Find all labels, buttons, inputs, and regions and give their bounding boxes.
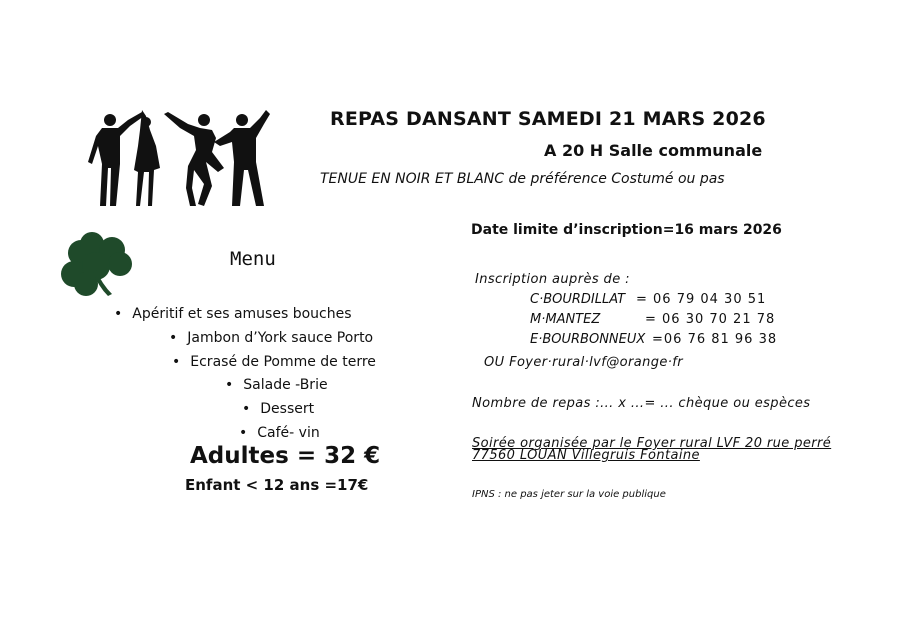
child-price: Enfant < 12 ans =17€ [185, 476, 369, 494]
shamrock-icon [58, 230, 138, 300]
contact-phone: =06 76 81 96 38 [652, 332, 778, 347]
adult-price: Adultes = 32 € [190, 443, 381, 469]
ipns-notice: IPNS : ne pas jeter sur la voie publique [472, 489, 666, 500]
contact-phone: = 06 79 04 30 51 [636, 292, 767, 307]
dancers-icon [84, 106, 274, 210]
contact-email: OU Foyer·rural·lvf@orange·fr [484, 355, 684, 370]
contact-name: M·MANTEZ [530, 312, 601, 327]
dress-code: TENUE EN NOIR ET BLANC de préférence Costumé ou pas [320, 171, 725, 187]
organizer-line: Soirée organisée par le Foyer rural LVF 20 rue perré [472, 436, 832, 451]
menu-title: Menu [230, 248, 276, 270]
menu-item: • Ecrasé de Pomme de terre [172, 354, 376, 370]
menu-item: • Dessert [242, 401, 315, 417]
event-title: REPAS DANSANT SAMEDI 21 MARS 2026 [330, 108, 766, 130]
inscription-heading: Inscription auprès de : [475, 272, 630, 287]
contact-phone: = 06 30 70 21 78 [645, 312, 776, 327]
event-time-place: A 20 H Salle communale [544, 141, 763, 160]
registration-deadline: Date limite d’inscription=16 mars 2026 [471, 222, 782, 238]
menu-item: • Salade -Brie [225, 377, 328, 393]
menu-item: • Café- vin [239, 425, 320, 441]
organizer-address: 77560 LOUAN Villegruis Fontaine [472, 448, 700, 463]
meals-count-line: Nombre de repas :... x ...= ... chèque ou espèces [472, 396, 811, 411]
contact-name: E·BOURBONNEUX [530, 332, 646, 347]
menu-item: • Jambon d’York sauce Porto [169, 330, 374, 346]
contact-name: C·BOURDILLAT [530, 292, 626, 307]
menu-item: • Apéritif et ses amuses bouches [114, 306, 352, 322]
